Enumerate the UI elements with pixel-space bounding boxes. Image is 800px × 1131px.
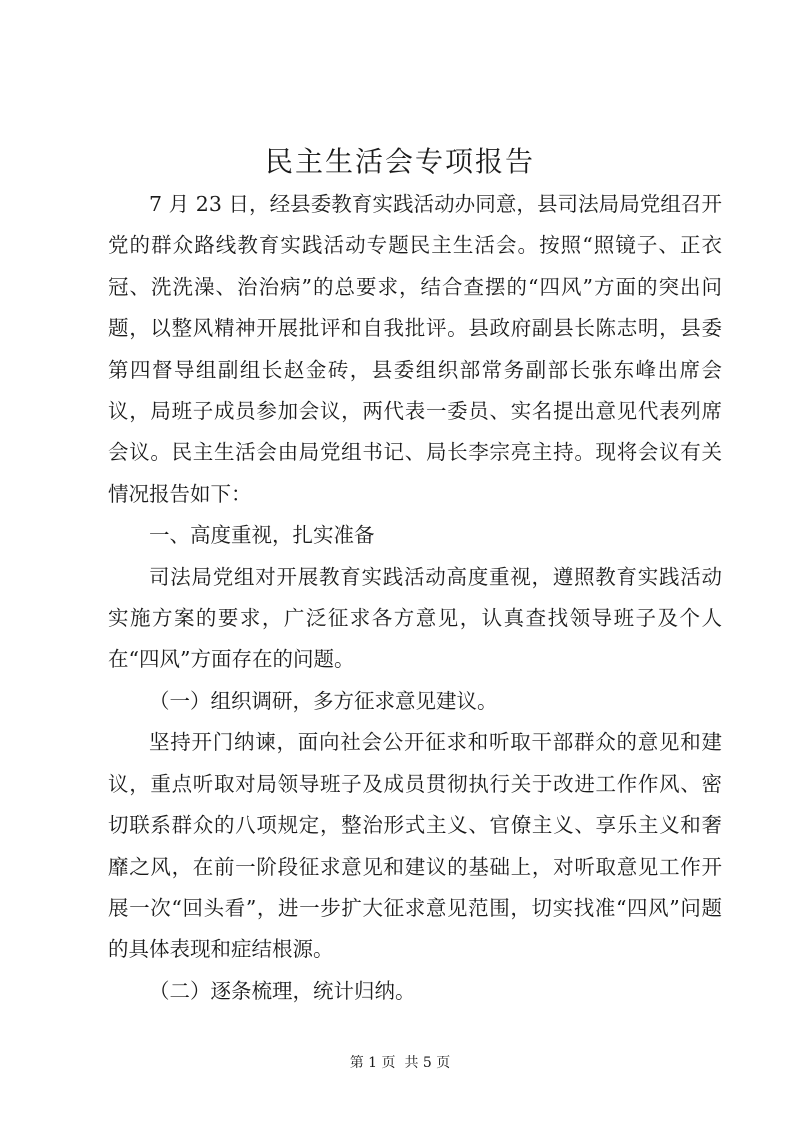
paragraph-section-1: 司法局党组对开展教育实践活动高度重视，遵照教育实践活动实施方案的要求，广泛征求各方意见，认真查找领导班子及个人在“四风”方面存在的问题。 [108, 564, 722, 672]
subsection-heading-2: （二）逐条梳理，统计归纳。 [149, 978, 416, 1003]
page-number: 第 1 页 共 5 页 [349, 1055, 451, 1071]
section-heading-1: 一、高度重视，扎实准备 [149, 523, 375, 548]
page-title: 民主生活会专项报告 [264, 145, 535, 178]
subsection-heading-1: （一）组织调研，多方征求意见建议。 [149, 688, 498, 713]
page-footer [0, 1053, 800, 1073]
document-body [108, 184, 722, 1012]
paragraph-intro: 7 月 23 日，经县委教育实践活动办同意，县司法局局党组召开党的群众路线教育实践活动专题民主生活会。按照“照镜子、正衣冠、洗洗澡、治治病”的总要求，结合查摆的“四风”方面的突出问题，以整风精神开展批评和自我批评。县政府副县长陈志明，县委第四督导组副组长赵金砖，县委组织部常务副部长张东峰出席会议，局班子成员参加会议，两代表一委员、实名提出意见代表列席会议。民主生活会由局党组书记、局长李宗亮主持。现将会议有关情况报告如下： [108, 192, 722, 506]
paragraph-subsection-1: 坚持开门纳谏，面向社会公开征求和听取干部群众的意见和建议，重点听取对局领导班子及成员贯彻执行关于改进工作作风、密切联系群众的八项规定，整治形式主义、官僚主义、享乐主义和奢靡之风，在前一阶段征求意见和建议的基础上，对听取意见工作开展一次“回头看”，进一步扩大征求意见范围，切实找准“四风”问题的具体表现和症结根源。 [108, 730, 722, 962]
